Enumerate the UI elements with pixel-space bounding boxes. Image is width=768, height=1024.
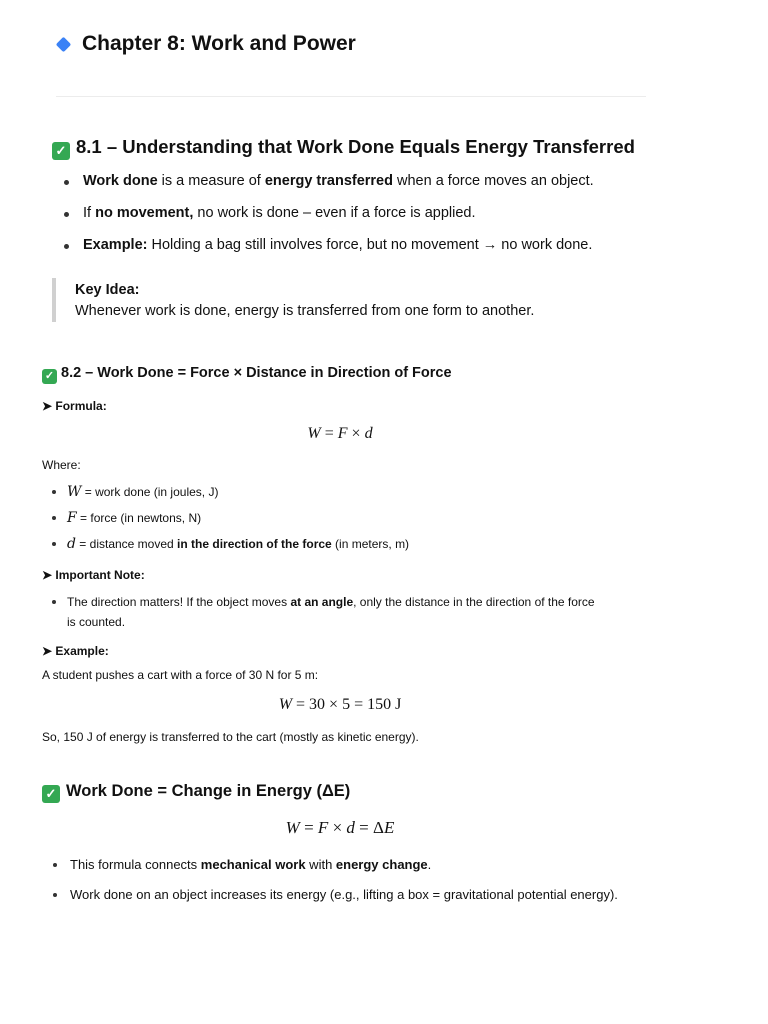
- math-symbol: W: [278, 696, 293, 713]
- text: = force (in newtons, N): [76, 511, 202, 525]
- example-label: ➤ Example:: [42, 644, 109, 658]
- example-conclusion: So, 150 J of energy is transferred to the cart (mostly as kinetic energy).: [42, 730, 419, 744]
- chapter-title: [56, 32, 356, 56]
- math-symbol: F: [67, 510, 77, 526]
- math-operator: ×: [328, 818, 347, 837]
- blockquote-bar: [52, 278, 56, 322]
- math-operator: =: [320, 425, 338, 442]
- list-item: [67, 510, 201, 526]
- math-symbol: W: [67, 484, 82, 500]
- bullet-icon: [52, 490, 56, 494]
- text: Work done on an object increases its energy (e.g., lifting a box = gravitational potential energy).: [70, 887, 618, 902]
- blue-diamond-icon: [56, 36, 72, 52]
- bold-text: mechanical work: [200, 857, 306, 872]
- chapter-title-text: Chapter 8: Work and Power: [82, 32, 356, 55]
- check-mark-icon: ✓: [42, 785, 60, 803]
- text: = distance moved: [75, 537, 178, 551]
- math-symbol: d: [364, 425, 373, 442]
- where-label: Where:: [42, 458, 81, 472]
- text: = work done (in joules, J): [81, 485, 219, 499]
- section-8-2-heading-text: 8.2 – Work Done = Force × Distance in Direction of Force: [61, 365, 452, 381]
- section-divider: [56, 96, 646, 97]
- text: This formula connects: [70, 857, 201, 872]
- section-8-2-heading: [42, 365, 452, 384]
- text: no work is done – even if a force is applied.: [193, 205, 476, 221]
- math-symbol: E: [383, 818, 395, 837]
- math-symbol: d: [346, 818, 355, 837]
- list-item: [83, 205, 476, 221]
- bullet-icon: [64, 212, 69, 217]
- key-idea-text: Whenever work is done, energy is transferred from one form to another.: [75, 303, 535, 319]
- bullet-icon: [52, 516, 56, 520]
- text: Holding a bag still involves force, but no movement → no work done.: [147, 237, 593, 253]
- bold-text: Work done: [83, 173, 158, 189]
- bold-text: no movement,: [95, 205, 194, 221]
- math-text: = 30 × 5 = 150 J: [292, 696, 402, 713]
- text: (in meters, m): [331, 537, 410, 551]
- math-operator: = Δ: [354, 818, 384, 837]
- text: is a measure of: [157, 173, 265, 189]
- section-8-1-heading-text: 8.1 – Understanding that Work Done Equals Energy Transferred: [76, 136, 635, 157]
- list-item: [67, 484, 218, 500]
- bold-text: in the direction of the force: [177, 537, 332, 551]
- math-operator: =: [299, 818, 318, 837]
- math-symbol: W: [285, 818, 300, 837]
- bold-text: at an angle: [290, 595, 354, 609]
- text: with: [305, 857, 336, 872]
- example-text: A student pushes a cart with a force of 30 N for 5 m:: [42, 668, 319, 682]
- text: If: [83, 205, 96, 221]
- formula-label: ➤ Formula:: [42, 399, 107, 413]
- math-symbol: F: [337, 425, 348, 442]
- list-item: [70, 857, 431, 872]
- math-symbol: W: [307, 425, 321, 442]
- bullet-icon: [52, 542, 56, 546]
- list-item: [67, 536, 409, 552]
- list-item: [70, 887, 618, 902]
- math-symbol: d: [67, 536, 76, 552]
- bullet-icon: [64, 244, 69, 249]
- math-operator: ×: [347, 425, 365, 442]
- bold-text: energy change: [335, 857, 428, 872]
- text: The direction matters! If the object moves: [67, 595, 291, 609]
- energy-section-heading-text: Work Done = Change in Energy (ΔE): [66, 782, 351, 800]
- key-idea-title: Key Idea:: [75, 282, 140, 298]
- math-symbol: F: [317, 818, 329, 837]
- text: .: [427, 857, 432, 872]
- list-item: [67, 592, 647, 632]
- list-item: [83, 237, 592, 253]
- check-mark-icon: ✓: [42, 369, 57, 384]
- bullet-icon: [53, 893, 57, 897]
- section-8-1-heading: [52, 136, 635, 160]
- bullet-icon: [52, 600, 56, 604]
- formula-display: [0, 425, 680, 443]
- text: when a force moves an object.: [392, 173, 594, 189]
- energy-section-heading: [42, 782, 350, 803]
- check-mark-icon: ✓: [52, 142, 70, 160]
- example-formula: [0, 696, 680, 714]
- bullet-icon: [53, 863, 57, 867]
- bold-text: energy transferred: [264, 173, 393, 189]
- energy-formula: [0, 818, 680, 838]
- text: is counted.: [67, 615, 126, 629]
- bold-text: Example:: [83, 237, 148, 253]
- list-item: [83, 173, 594, 189]
- important-note-label: ➤ Important Note:: [42, 568, 145, 582]
- bullet-icon: [64, 180, 69, 185]
- text: , only the distance in the direction of the force: [353, 595, 595, 609]
